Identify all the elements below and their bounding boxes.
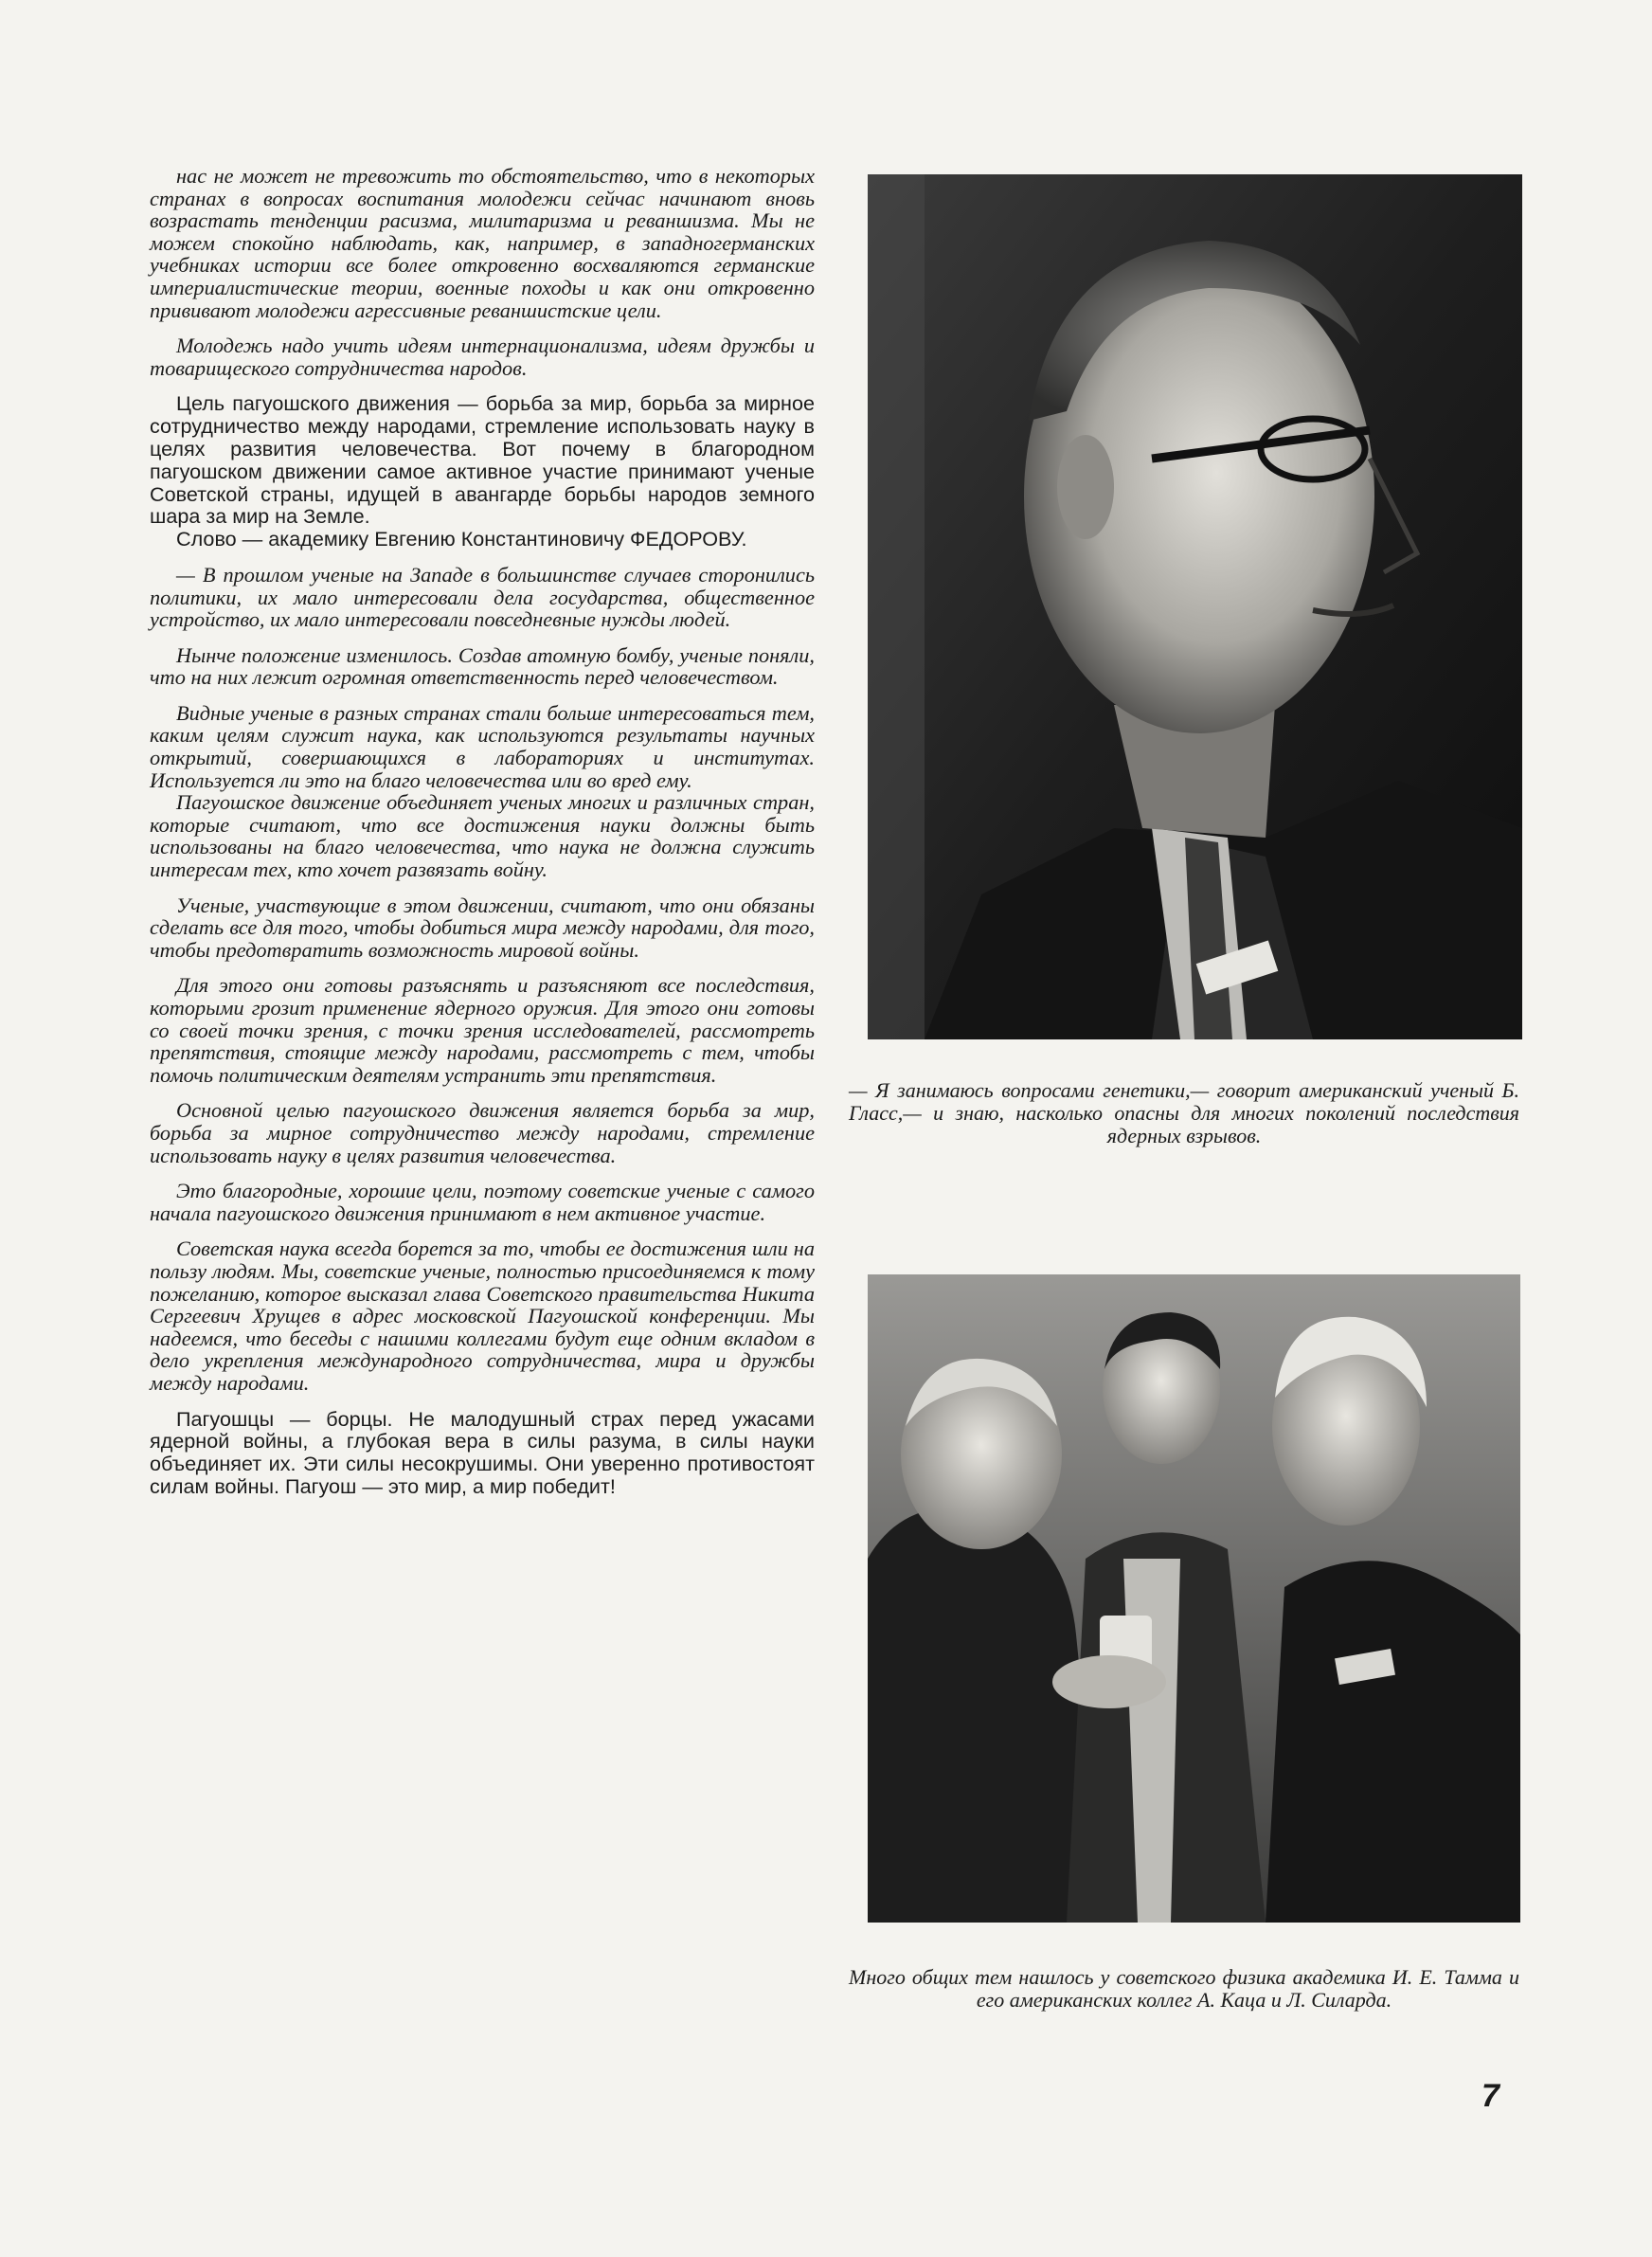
article-paragraph: Цель пагуошского движения — борьба за мир, борьба за мирное сотрудничество между народами, стремление использовать науку в целях развития человечества. Вот почему в благородном пагуошском движении самое активное участие принимают ученые Советской страны, идущей в авангарде борьбы народов земного шара за мир на Земле. (150, 391, 815, 529)
article-paragraph: Пагуошцы — борцы. Не малодушный страх перед ужасами ядерной войны, а глубокая вера в силы разума, в силы науки объединяет их. Эти силы несокрушимы. Они уверенно противостоят силам войны. Пагуош — это мир, а мир победит! (150, 1406, 815, 1498)
group-photo (868, 1274, 1520, 1923)
article-paragraph: Основной целью пагуошского движения является борьба за мир, борьба за мирное сотрудничество между народами, стремление использовать науку в целях развития человечества. (150, 1098, 815, 1167)
photo-caption: — Я занимаюсь вопросами генетики,— говорит американский ученый Б. Гласс,— и знаю, насколько опасны для многих поколений последствия ядерных взрывов. (849, 1078, 1519, 1147)
group-illustration (868, 1274, 1520, 1923)
article-paragraph: Советская наука всегда борется за то, чтобы ее достижения шли на пользу людям. Мы, советские ученые, полностью присоединяемся к тому пожеланию, которое высказал глава Советского правительства Никита Сергеевич Хрущев в адрес московской Пагуошской конференции. Мы надеемся, что беседы с нашими коллегами будут еще одним вкладом в дело укрепления международного сотрудничества, мира и дружбы между народами. (150, 1237, 815, 1395)
article-paragraph: Ученые, участвующие в этом движении, считают, что они обязаны сделать все для того, чтобы добиться мира между народами, для того, чтобы предотвратить возможность мировой войны. (150, 893, 815, 962)
page-number: 7 (1481, 2078, 1499, 2114)
article-paragraph: Для этого они готовы разъяснять и разъясняют все последствия, которыми грозит применение ядерного оружия. Для этого они готовы со своей точки зрения, с точки зрения исследователей, рассмотреть препятствия, стоящие между народами, рассмотреть с тем, чтобы помочь политическим деятелям устранить эти препятствия. (150, 973, 815, 1087)
portrait-photo (868, 174, 1522, 1039)
article-paragraph: Это благородные, хорошие цели, поэтому советские ученые с самого начала пагуошского движения принимают в нем активное участие. (150, 1179, 815, 1225)
article-paragraph: Пагуошское движение объединяет ученых многих и различных стран, которые считают, что все достижения науки должны быть использованы на благо человечества, что наука не должна служить интересам тех, кто хочет развязать войну. (150, 790, 815, 882)
article-column (150, 165, 815, 1511)
article-paragraph: Молодежь надо учить идеям интернационализма, идеям дружбы и товарищеского сотрудничества народов. (150, 334, 815, 380)
article-paragraph: нас не может не тревожить то обстоятельство, что в некоторых странах в вопросах воспитания молодежи сейчас начинают вновь возрастать тенденции расизма, милитаризма и реваншизма. Мы не можем спокойно наблюдать, как, например, в западногерманских учебниках истории все более откровенно восхваляются германские империалистические теории, военные походы и как они откровенно прививают молодежи агрессивные реваншистские цели. (150, 164, 815, 322)
photo-caption: Много общих тем нашлось у советского физика академика И. Е. Тамма и его американских коллег А. Каца и Л. Силарда. (849, 1965, 1519, 2012)
article-paragraph: Нынче положение изменилось. Создав атомную бомбу, ученые поняли, что на них лежит огромная ответственность перед человечеством. (150, 642, 815, 690)
article-paragraph: — В прошлом ученые на Западе в большинстве случаев сторонились политики, их мало интересовали дела государства, общественное устройство, их мало интересовали повседневные нужды людей. (150, 562, 815, 632)
article-paragraph: Слово — академику Евгению Константиновичу ФЕДОРОВУ. (176, 527, 747, 551)
article-paragraph: Видные ученые в разных странах стали больше интересоваться тем, каким целям служит наука, как используются результаты научных открытий, совершающихся в лабораториях и институтах. Используется ли это на благо человечества или во вред ему. (150, 700, 815, 792)
portrait-illustration (868, 174, 1522, 1039)
